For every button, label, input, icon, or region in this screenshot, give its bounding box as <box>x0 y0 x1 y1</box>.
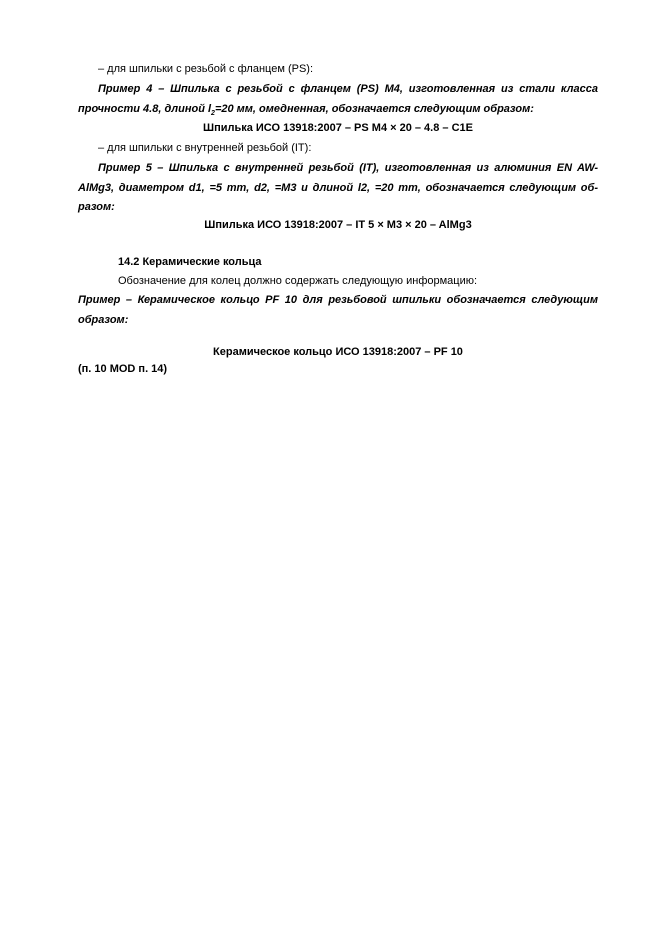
designation-ceramic-ring: Керамическое кольцо ИСО 13918:2007 – PF 10 <box>213 346 463 358</box>
example-4-line-1: Пример 4 – Шпилька с резьбой с фланцем (PS) M4, изготовленная из стали класса <box>98 83 598 95</box>
example-ring-line-1: Пример – Керамическое кольцо PF 10 для резьбовой шпильки обозначается следующим <box>78 294 598 306</box>
text-line-it-intro: – для шпильки с внутренней резьбой (IT): <box>98 142 312 154</box>
example-ring-line-2: образом: <box>78 314 129 326</box>
ceramic-rings-intro: Обозначение для колец должно содержать следующую информацию: <box>118 275 478 287</box>
example-4-line-2-text-a: прочности 4.8, длиной l <box>78 103 212 115</box>
example-5-line-3: разом: <box>78 201 115 213</box>
example-4-line-2 <box>78 100 534 118</box>
example-4-line-2-text-b: =20 мм, омедненная, обозначается следующим образом: <box>214 103 534 115</box>
text-line-ps-intro: – для шпильки с резьбой с фланцем (PS): <box>98 63 313 75</box>
reference-note: (п. 10 MOD п. 14) <box>78 363 168 375</box>
designation-stud-it: Шпилька ИСО 13918:2007 – IT 5 × M3 × 20 – AlMg3 <box>204 219 472 231</box>
example-5-line-1: Пример 5 – Шпилька с внутренней резьбой (IT), изготовленная из алюминия EN AW- <box>98 162 598 174</box>
example-5-line-2: AlMg3, диаметром d1, =5 mm, d2, =M3 и длиной l2, =20 mm, обозначается следующим об- <box>78 182 598 194</box>
section-heading-ceramic-rings: 14.2 Керамические кольца <box>118 256 262 268</box>
designation-stud-ps: Шпилька ИСО 13918:2007 – PS M4 × 20 – 4.8 – C1E <box>203 122 473 134</box>
example-4-subscript: 2 <box>211 110 215 118</box>
